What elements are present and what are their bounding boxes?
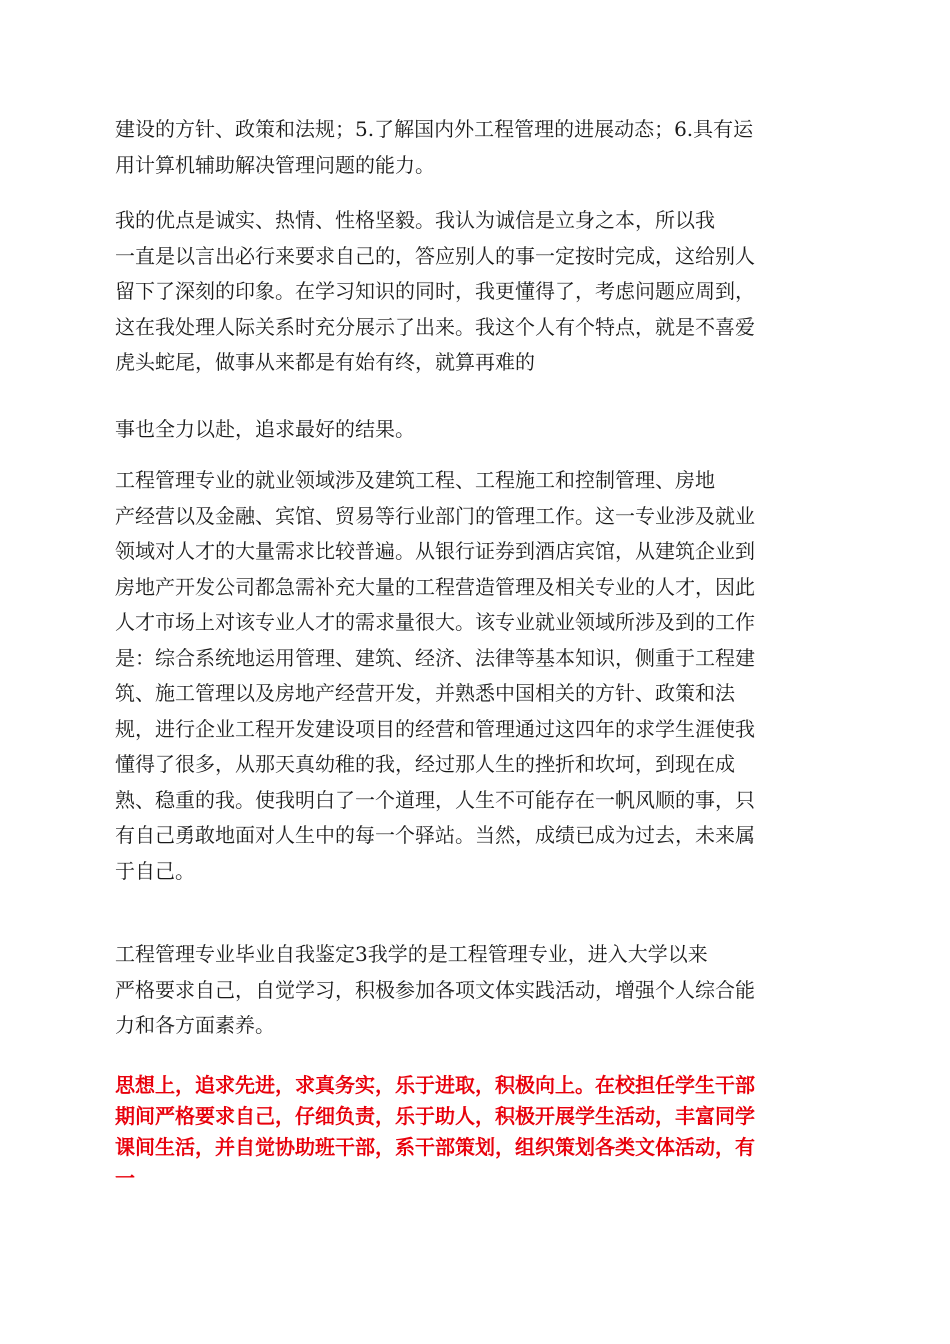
paragraph-2: 我的优点是诚实、热情、性格坚毅。我认为诚信是立身之本，所以我 一直是以言出必行来要求自己的，答应别人的事一定按时完成，这给别人 留下了深刻的印象。在学习知识的同时，我更懂得了，考虑问题应周到， 这在我处理人际关系时充分展示了出来。我这个人有个特点，就是不喜爱 虎头蛇尾，做事从来都是有始有终，就算再难的 [115,208,755,374]
paragraph-3: 事也全力以赴，追求最好的结果。 [115,417,415,441]
paragraph-5: 工程管理专业毕业自我鉴定3我学的是工程管理专业，进入大学以来 严格要求自己，自觉学习，积极参加各项文体实践活动，增强个人综合能 力和各方面素养。 [115,942,755,1037]
paragraph-1: 建设的方针、政策和法规；5.了解国内外工程管理的进展动态；6.具有运 用计算机辅助解决管理问题的能力。 [115,117,754,177]
paragraph-4: 工程管理专业的就业领域涉及建筑工程、工程施工和控制管理、房地 产经营以及金融、宾馆、贸易等行业部门的管理工作。这一专业涉及就业 领域对人才的大量需求比较普遍。从银行证券到酒店宾馆，从建筑企业到 房地产开发公司都急需补充大量的工程营造管理及相关专业的人才，因此 人才市场上对该专业人才的需求量很大。该专业就业领域所涉及到的工作 是：综合系统地运用管理、建筑、经济、法律等基本知识，侧重于工程建 筑、施工管理以及房地产经营开发，并熟悉中国相关的方针、政策和法 规，进行企业工程开发建设项目的经营和管理通过这四年的求学生涯使我 懂得了很多，从那天真幼稚的我，经过那人生的挫折和坎坷，到现在成 熟、稳重的我。使我明白了一个道理，人生不可能存在一帆风顺的事，只 有自己勇敢地面对人生中的每一个驿站。当然，成绩已成为过去，未来属 于自己。 [115,468,755,883]
highlighted-paragraph: 思想上，追求先进，求真务实，乐于进取，积极向上。在校担任学生干部 期间严格要求自己，仔细负责，乐于助人，积极开展学生活动，丰富同学 课间生活，并自觉协助班干部，系干部策划，组织策划各类文体活动，有 一 [115,1073,755,1190]
